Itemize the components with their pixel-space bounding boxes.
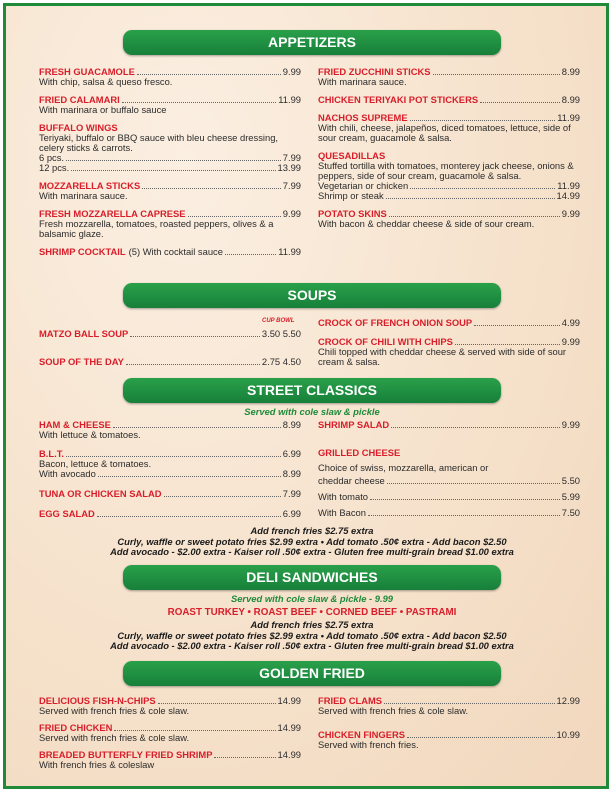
street-left-column (39, 420, 301, 527)
item-price: 8.99 (561, 66, 580, 77)
item-price: 7.99 (282, 488, 301, 499)
item-description: With marinara or buffalo sauce (39, 104, 167, 115)
menu-item-ham-and-cheese (39, 420, 301, 440)
item-price: 7.99 (282, 180, 301, 191)
menu-page (3, 3, 609, 789)
menu-item-shrimp-cocktail (39, 247, 301, 257)
item-name: B.L.T. (39, 448, 64, 459)
item-name: GRILLED CHEESE (318, 447, 401, 458)
item-price: 5.99 (561, 491, 580, 502)
item-price: 6.99 (282, 508, 301, 519)
item-option: 6 pcs. (39, 152, 65, 163)
item-name: MOZZARELLA STICKS (39, 180, 141, 191)
extras-line: Add french fries $2.75 extra (250, 525, 374, 536)
menu-item-crock-of-chili (318, 337, 580, 367)
item-name: CROCK OF CHILI WITH CHIPS (318, 336, 453, 347)
item-option: Shrimp or steak (318, 190, 384, 201)
item-price: 8.99 (282, 419, 301, 430)
item-description: With bacon & cheddar cheese & side of sour cream. (318, 218, 535, 229)
item-name: FRIED CHICKEN (39, 722, 113, 733)
item-option: cheddar cheese (318, 475, 385, 486)
section-header-street-classics: STREET CLASSICS (123, 378, 501, 403)
fried-left-column (39, 696, 301, 778)
item-price: 9.99 (561, 336, 580, 347)
item-name: SOUP OF THE DAY (39, 356, 124, 367)
item-price: 8.99 (282, 468, 301, 479)
deli-item: ROAST BEEF (253, 607, 317, 618)
item-price: 5.50 (561, 475, 580, 486)
item-name: POTATO SKINS (318, 208, 387, 219)
item-name: FRIED CALAMARI (39, 94, 120, 105)
menu-item-calamari (39, 95, 301, 115)
item-description: (5) With cocktail sauce (128, 246, 223, 257)
soups-right-column (318, 318, 580, 375)
item-name: QUESADILLAS (318, 150, 386, 161)
item-description: Served with french fries & cole slaw. (318, 705, 469, 716)
deli-note: Served with cole slaw & pickle - 9.99 (230, 593, 394, 604)
section-header-deli-sandwiches: DELI SANDWICHES (123, 565, 501, 590)
extras-line: Add french fries $2.75 extra (250, 619, 374, 630)
item-description: With marinara sauce. (39, 190, 128, 201)
item-description: With french fries & coleslaw (39, 759, 155, 770)
item-description: With chip, salsa & queso fresco. (39, 76, 173, 87)
item-description: Fresh mozzarella, tomatoes, roasted peppers, olives & a balsamic glaze. (39, 218, 274, 239)
appetizers-left-column (39, 67, 301, 265)
item-name: CROCK OF FRENCH ONION SOUP (318, 317, 473, 328)
item-price: 6.99 (282, 448, 301, 459)
item-price: 9.99 (561, 208, 580, 219)
menu-item-blt (39, 449, 301, 479)
item-price: 9.99 (561, 419, 580, 430)
soups-left-column (39, 329, 301, 375)
item-price: 7.99 (282, 152, 301, 163)
section-header-soups: SOUPS (123, 283, 501, 308)
cup-bowl-label: CUP BOWL (262, 318, 295, 324)
menu-item-mozzarella-sticks (39, 181, 301, 201)
item-price: 12.99 (556, 695, 580, 706)
item-description: Served with french fries & cole slaw. (39, 705, 190, 716)
item-price: 13.99 (277, 162, 301, 173)
street-classics-note: Served with cole slaw & pickle (244, 406, 380, 417)
menu-item-zucchini-sticks (318, 67, 580, 87)
appetizers-right-column (318, 67, 580, 237)
item-name: BREADED BUTTERFLY FRIED SHRIMP (39, 749, 213, 760)
item-price: 14.99 (277, 749, 301, 760)
street-right-column (318, 420, 580, 526)
item-price: 7.50 (561, 507, 580, 518)
menu-item-potato-skins (318, 209, 580, 229)
deli-items-list: ROAST TURKEY • ROAST BEEF • CORNED BEEF • PASTRAMI (167, 607, 457, 618)
extras-line: Curly, waffle or sweet potato fries $2.99 extra • Add tomato .50¢ extra - Add bacon $2.50 (117, 629, 507, 641)
item-price: 14.99 (556, 190, 580, 201)
item-name: EGG SALAD (39, 508, 95, 519)
menu-item-soup-of-the-day (39, 357, 301, 367)
menu-item-fish-n-chips (39, 696, 301, 716)
item-price: 10.99 (556, 729, 580, 740)
item-description: Chili topped with cheddar cheese & served with side of sour cream & salsa. (318, 346, 567, 367)
item-price: 9.99 (282, 208, 301, 219)
menu-item-fried-clams (318, 696, 580, 716)
item-price: 3.50 5.50 (261, 328, 301, 339)
menu-item-shrimp-salad (318, 420, 580, 430)
item-price: 11.99 (557, 112, 580, 123)
item-name: CHICKEN FINGERS (318, 729, 405, 740)
street-extras-note (6, 526, 609, 558)
item-price: 14.99 (277, 722, 301, 733)
item-price: 11.99 (278, 94, 301, 105)
item-name: DELICIOUS FISH-N-CHIPS (39, 695, 156, 706)
menu-item-grilled-cheese (318, 448, 580, 518)
item-description: With marinara sauce. (318, 76, 407, 87)
item-price: 11.99 (278, 246, 301, 257)
extras-line: Add avocado - $2.00 extra - Kaiser roll .50¢ extra - Gluten free multi-grain bread $1.00 extra (110, 546, 514, 557)
fried-right-column (318, 696, 580, 758)
menu-item-pot-stickers (318, 95, 580, 105)
item-description: Stuffed tortilla with tomatoes, monterey jack cheese, onions & peppers, side of sour cream, guacamole & salsa. (318, 160, 574, 181)
item-price: 4.99 (561, 317, 580, 328)
menu-item-fried-chicken (39, 723, 301, 743)
menu-item-egg-salad (39, 509, 301, 519)
item-price: 9.99 (282, 66, 301, 77)
item-description: Served with french fries & cole slaw. (39, 732, 190, 743)
deli-item: ROAST TURKEY (167, 607, 245, 618)
deli-item: CORNED BEEF (325, 607, 398, 618)
item-option: With Bacon (318, 507, 366, 518)
extras-line: Curly, waffle or sweet potato fries $2.99 extra • Add tomato .50¢ extra - Add bacon $2.50 (117, 535, 507, 547)
item-description: With chili, cheese, jalapeños, diced tomatoes, lettuce, side of sour cream, guacamole & salsa. (318, 122, 571, 143)
menu-item-tuna-or-chicken-salad (39, 489, 301, 499)
item-price: 8.99 (561, 94, 580, 105)
item-option: 12 pcs. (39, 162, 70, 173)
menu-item-matzo-ball-soup (39, 329, 301, 339)
item-name: FRIED CLAMS (318, 695, 383, 706)
item-name: CHICKEN TERIYAKI POT STICKERS (318, 94, 479, 105)
item-price: 14.99 (277, 695, 301, 706)
item-name: NACHOS SUPREME (318, 112, 408, 123)
deli-extras-note (6, 620, 609, 652)
item-price: 11.99 (557, 180, 580, 191)
item-name: HAM & CHEESE (39, 419, 111, 430)
menu-item-buffalo-wings (39, 123, 301, 173)
section-header-appetizers: APPETIZERS (123, 30, 501, 55)
menu-item-chicken-fingers (318, 730, 580, 750)
item-option: With avocado (39, 468, 96, 479)
menu-item-guacamole (39, 67, 301, 87)
item-description: With lettuce & tomatoes. (39, 429, 141, 440)
item-description: Choice of swiss, mozzarella, american or (318, 462, 489, 473)
extras-line: Add avocado - $2.00 extra - Kaiser roll .50¢ extra - Gluten free multi-grain bread $1.00 extra (110, 640, 514, 651)
deli-item: PASTRAMI (405, 607, 457, 618)
menu-item-nachos (318, 113, 580, 143)
item-description: Teriyaki, buffalo or BBQ sauce with bleu cheese dressing, celery sticks & carrots. (39, 132, 279, 153)
item-description: Served with french fries. (318, 739, 419, 750)
item-name: BUFFALO WINGS (39, 122, 118, 133)
menu-item-french-onion-soup (318, 318, 580, 328)
item-name: SHRIMP SALAD (318, 419, 390, 430)
item-option: Vegetarian or chicken (318, 180, 409, 191)
section-header-golden-fried: GOLDEN FRIED (123, 661, 501, 686)
menu-item-quesadillas (318, 151, 580, 201)
menu-item-butterfly-shrimp (39, 750, 301, 770)
item-name: FRIED ZUCCHINI STICKS (318, 66, 431, 77)
item-name: MATZO BALL SOUP (39, 328, 129, 339)
item-price: 2.75 4.50 (261, 356, 301, 367)
menu-item-caprese (39, 209, 301, 239)
item-name: SHRIMP COCKTAIL (39, 246, 126, 257)
item-name: TUNA OR CHICKEN SALAD (39, 488, 162, 499)
item-name: FRESH MOZZARELLA CAPRESE (39, 208, 186, 219)
item-name: FRESH GUACAMOLE (39, 66, 135, 77)
item-option: With tomato (318, 491, 369, 502)
item-description: Bacon, lettuce & tomatoes. (39, 458, 152, 469)
